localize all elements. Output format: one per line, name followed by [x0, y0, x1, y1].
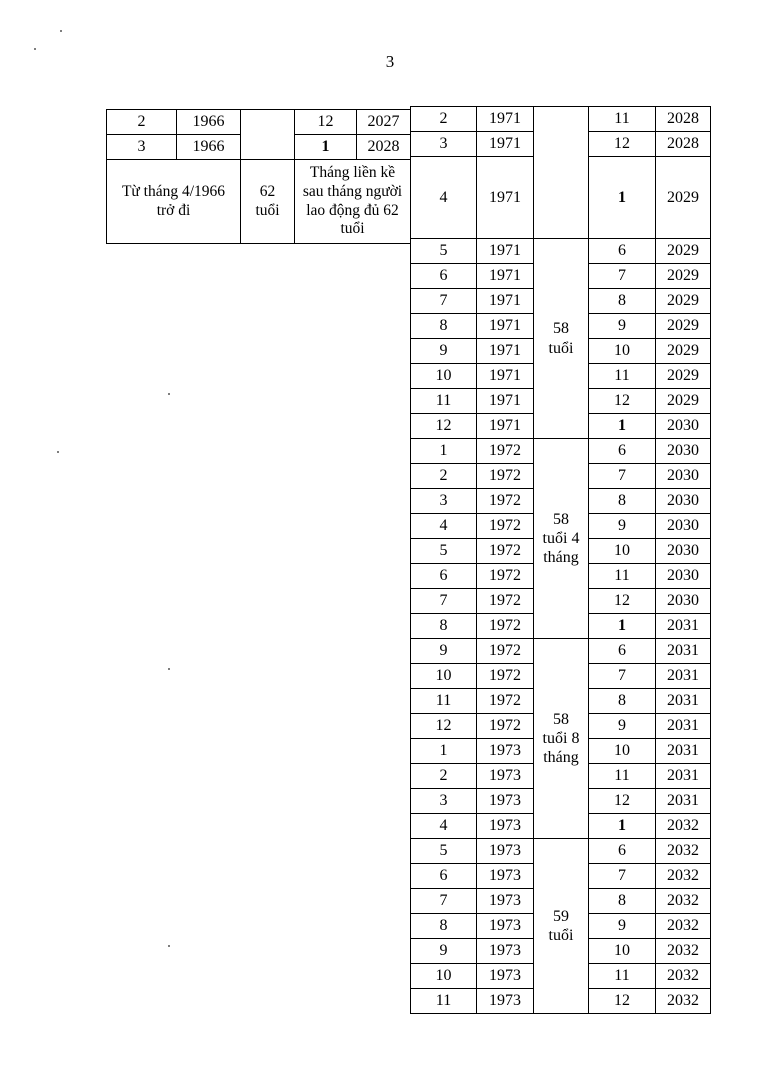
birth-year-cell: 1973	[477, 914, 534, 939]
birth-month-cell: 4	[411, 514, 477, 539]
birth-year-cell: 1973	[477, 864, 534, 889]
age-cell	[241, 110, 295, 160]
retire-year-cell: 2031	[656, 739, 711, 764]
birth-year-cell: 1966	[177, 110, 241, 135]
birth-month-cell: 10	[411, 364, 477, 389]
table-row	[107, 160, 411, 244]
retire-condition-cell: Tháng liền kề sau tháng người lao động đủ 62 tuổi	[295, 160, 411, 244]
retire-year-cell: 2029	[656, 364, 711, 389]
retire-month-cell: 1	[589, 414, 656, 439]
retire-year-cell: 2032	[656, 889, 711, 914]
birth-year-cell: 1973	[477, 739, 534, 764]
age-cell: 58 tuổi	[534, 239, 589, 439]
retire-month-cell: 11	[589, 364, 656, 389]
birth-month-cell: 11	[411, 689, 477, 714]
retire-year-cell: 2031	[656, 714, 711, 739]
birth-month-cell: 9	[411, 639, 477, 664]
retire-year-cell: 2029	[656, 339, 711, 364]
birth-year-cell: 1971	[477, 132, 534, 157]
birth-year-cell: 1972	[477, 564, 534, 589]
birth-month-cell: 8	[411, 614, 477, 639]
birth-year-cell: 1972	[477, 614, 534, 639]
birth-month-cell: 2	[411, 107, 477, 132]
birth-month-cell: 5	[411, 539, 477, 564]
birth-year-cell: 1971	[477, 414, 534, 439]
retire-month-cell: 6	[589, 439, 656, 464]
retire-year-cell: 2031	[656, 689, 711, 714]
retire-year-cell: 2032	[656, 814, 711, 839]
age-cell	[534, 107, 589, 239]
retire-year-cell: 2032	[656, 939, 711, 964]
retire-month-cell: 12	[295, 110, 357, 135]
birth-year-cell: 1971	[477, 157, 534, 239]
retire-year-cell: 2027	[357, 110, 411, 135]
age-cell: 58 tuổi 4 tháng	[534, 439, 589, 639]
birth-year-cell: 1972	[477, 539, 534, 564]
retire-month-cell: 7	[589, 464, 656, 489]
retire-year-cell: 2030	[656, 464, 711, 489]
birth-month-cell: 11	[411, 389, 477, 414]
birth-year-cell: 1971	[477, 107, 534, 132]
retire-year-cell: 2029	[656, 389, 711, 414]
retire-year-cell: 2032	[656, 839, 711, 864]
birth-year-cell: 1973	[477, 789, 534, 814]
retire-month-cell: 12	[589, 789, 656, 814]
birth-year-cell: 1972	[477, 664, 534, 689]
birth-month-cell: 3	[411, 789, 477, 814]
birth-month-cell: 3	[411, 132, 477, 157]
birth-year-cell: 1972	[477, 489, 534, 514]
retire-month-cell: 12	[589, 389, 656, 414]
birth-month-cell: 9	[411, 939, 477, 964]
birth-year-cell: 1966	[177, 135, 241, 160]
table-row	[411, 239, 711, 264]
birth-year-cell: 1971	[477, 314, 534, 339]
age-cell: 59 tuổi	[534, 839, 589, 1014]
retire-month-cell: 6	[589, 239, 656, 264]
retire-month-cell: 8	[589, 489, 656, 514]
retire-month-cell: 6	[589, 839, 656, 864]
birth-year-cell: 1972	[477, 689, 534, 714]
retire-month-cell: 10	[589, 939, 656, 964]
birth-month-cell: 7	[411, 589, 477, 614]
birth-year-cell: 1972	[477, 464, 534, 489]
birth-month-cell: 5	[411, 839, 477, 864]
birth-month-cell: 8	[411, 914, 477, 939]
retire-month-cell: 11	[589, 964, 656, 989]
table-row	[107, 110, 411, 135]
retire-year-cell: 2032	[656, 964, 711, 989]
birth-month-cell: 9	[411, 339, 477, 364]
retire-year-cell: 2028	[656, 132, 711, 157]
retire-year-cell: 2029	[656, 239, 711, 264]
retire-year-cell: 2030	[656, 589, 711, 614]
page-number: 3	[385, 52, 395, 71]
retire-month-cell: 9	[589, 714, 656, 739]
birth-month-cell: 11	[411, 989, 477, 1014]
retire-year-cell: 2031	[656, 764, 711, 789]
birth-year-cell: 1972	[477, 514, 534, 539]
table-row	[411, 439, 711, 464]
birth-year-cell: 1973	[477, 989, 534, 1014]
birth-month-cell: 6	[411, 864, 477, 889]
retire-month-cell: 8	[589, 889, 656, 914]
birth-year-cell: 1971	[477, 239, 534, 264]
birth-year-cell: 1973	[477, 839, 534, 864]
birth-month-cell: 4	[411, 814, 477, 839]
table-row	[411, 639, 711, 664]
retire-month-cell: 11	[589, 764, 656, 789]
table-row	[411, 107, 711, 132]
retire-year-cell: 2031	[656, 639, 711, 664]
birth-month-cell: 3	[411, 489, 477, 514]
retire-month-cell: 11	[589, 107, 656, 132]
retire-month-cell: 8	[589, 689, 656, 714]
birth-month-cell: 6	[411, 264, 477, 289]
birth-month-cell: 12	[411, 414, 477, 439]
retire-year-cell: 2029	[656, 289, 711, 314]
retire-month-cell: 12	[589, 132, 656, 157]
retire-month-cell: 10	[589, 339, 656, 364]
retire-month-cell: 1	[589, 157, 656, 239]
retire-month-cell: 10	[589, 739, 656, 764]
retire-month-cell: 11	[589, 564, 656, 589]
retire-month-cell: 7	[589, 264, 656, 289]
retire-year-cell: 2029	[656, 314, 711, 339]
retire-year-cell: 2030	[656, 414, 711, 439]
retire-month-cell: 1	[589, 814, 656, 839]
retire-year-cell: 2032	[656, 914, 711, 939]
retire-year-cell: 2032	[656, 989, 711, 1014]
birth-month-cell: 1	[411, 739, 477, 764]
birth-year-cell: 1973	[477, 964, 534, 989]
birth-year-cell: 1973	[477, 889, 534, 914]
birth-month-cell: 2	[107, 110, 177, 135]
retire-year-cell: 2031	[656, 789, 711, 814]
birth-month-cell: 10	[411, 664, 477, 689]
from-date-cell: Từ tháng 4/1966 trở đi	[107, 160, 241, 244]
age-cell: 62 tuổi	[241, 160, 295, 244]
birth-year-cell: 1971	[477, 339, 534, 364]
retire-month-cell: 7	[589, 864, 656, 889]
birth-year-cell: 1971	[477, 289, 534, 314]
right-retirement-table	[410, 106, 711, 1014]
birth-year-cell: 1972	[477, 639, 534, 664]
birth-month-cell: 2	[411, 464, 477, 489]
retire-month-cell: 6	[589, 639, 656, 664]
retire-month-cell: 8	[589, 289, 656, 314]
birth-month-cell: 5	[411, 239, 477, 264]
birth-year-cell: 1972	[477, 439, 534, 464]
age-cell: 58 tuổi 8 tháng	[534, 639, 589, 839]
retire-month-cell: 10	[589, 539, 656, 564]
retire-month-cell: 9	[589, 514, 656, 539]
retire-year-cell: 2032	[656, 864, 711, 889]
retire-year-cell: 2029	[656, 157, 711, 239]
birth-month-cell: 10	[411, 964, 477, 989]
retire-year-cell: 2029	[656, 264, 711, 289]
retire-month-cell: 1	[589, 614, 656, 639]
birth-year-cell: 1971	[477, 389, 534, 414]
retire-year-cell: 2028	[357, 135, 411, 160]
birth-month-cell: 12	[411, 714, 477, 739]
table-row	[411, 839, 711, 864]
birth-month-cell: 8	[411, 314, 477, 339]
birth-month-cell: 7	[411, 289, 477, 314]
birth-year-cell: 1972	[477, 714, 534, 739]
retire-year-cell: 2030	[656, 514, 711, 539]
retire-month-cell: 12	[589, 989, 656, 1014]
retire-year-cell: 2030	[656, 439, 711, 464]
birth-month-cell: 7	[411, 889, 477, 914]
retire-year-cell: 2030	[656, 539, 711, 564]
birth-year-cell: 1971	[477, 364, 534, 389]
birth-month-cell: 4	[411, 157, 477, 239]
retire-year-cell: 2028	[656, 107, 711, 132]
birth-month-cell: 3	[107, 135, 177, 160]
birth-year-cell: 1971	[477, 264, 534, 289]
birth-year-cell: 1973	[477, 814, 534, 839]
retire-year-cell: 2031	[656, 614, 711, 639]
birth-month-cell: 2	[411, 764, 477, 789]
retire-year-cell: 2031	[656, 664, 711, 689]
birth-month-cell: 1	[411, 439, 477, 464]
retire-year-cell: 2030	[656, 564, 711, 589]
retire-month-cell: 12	[589, 589, 656, 614]
left-retirement-table	[106, 109, 411, 244]
birth-year-cell: 1973	[477, 764, 534, 789]
retire-month-cell: 1	[295, 135, 357, 160]
retire-month-cell: 9	[589, 314, 656, 339]
birth-year-cell: 1973	[477, 939, 534, 964]
retire-month-cell: 7	[589, 664, 656, 689]
birth-year-cell: 1972	[477, 589, 534, 614]
retire-month-cell: 9	[589, 914, 656, 939]
birth-month-cell: 6	[411, 564, 477, 589]
retire-year-cell: 2030	[656, 489, 711, 514]
